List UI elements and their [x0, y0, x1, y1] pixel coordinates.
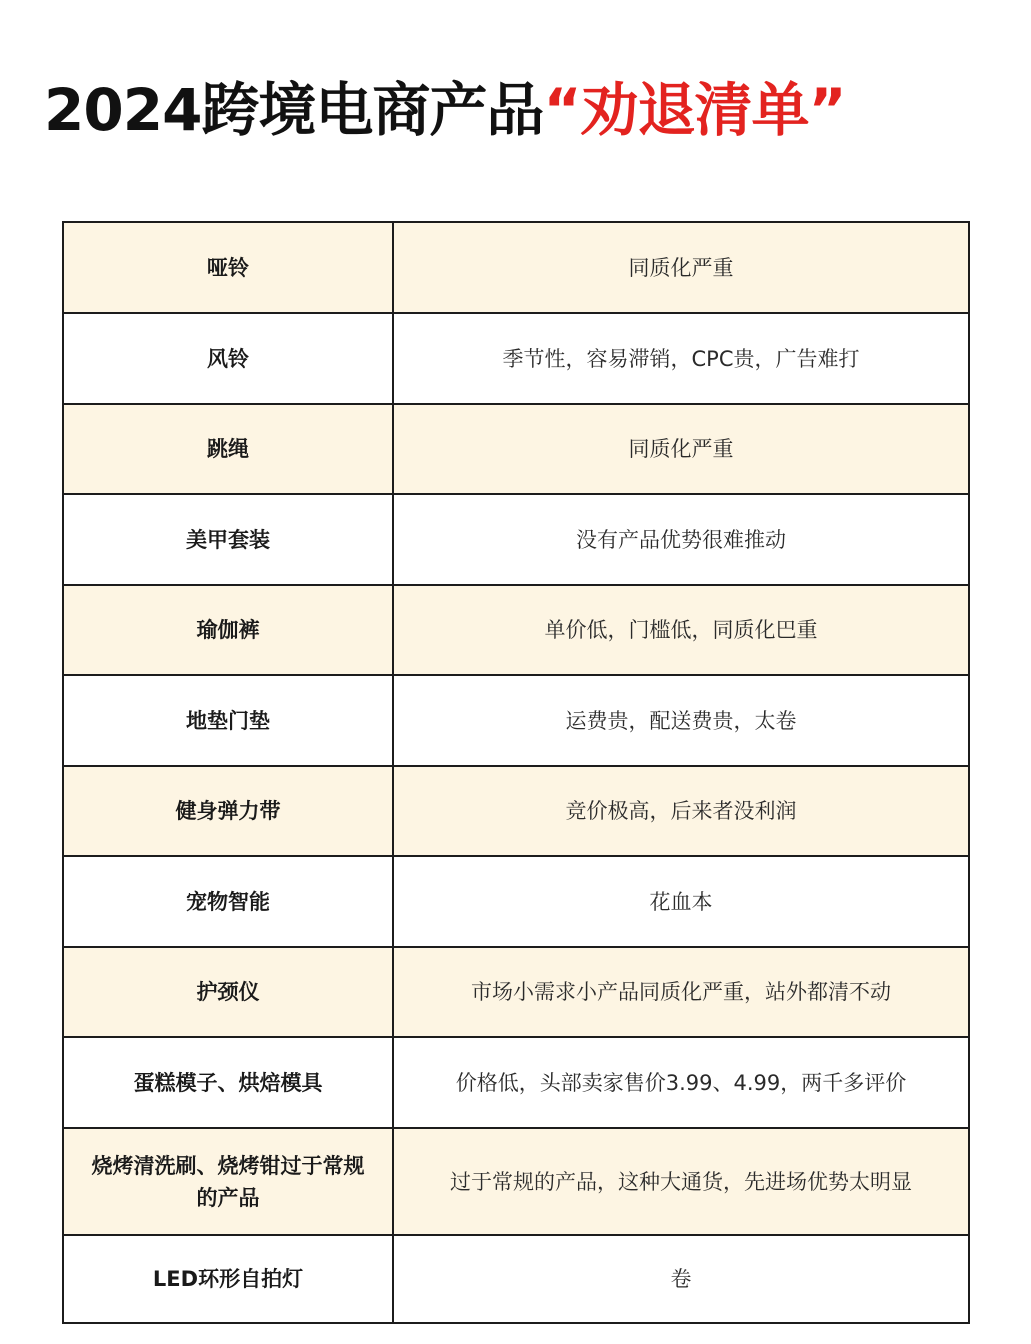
reason-cell: 卷: [670, 1267, 692, 1291]
reason-cell: 价格低，头部卖家售价3.99、4.99，两千多评价: [455, 1070, 907, 1095]
table-row: [64, 948, 968, 1038]
table-row: [64, 1038, 968, 1129]
product-name-cell: 蛋糕模子、烘焙模具: [64, 1038, 394, 1127]
reason-cell: 竞价极高，后来者没利润: [565, 799, 797, 823]
reason-cell: 没有产品优势很难推动: [576, 527, 786, 552]
table-row: [64, 223, 968, 314]
table-row: [64, 857, 968, 948]
reason-cell: 季节性，容易滞销，CPC贵，广告难打: [502, 346, 860, 371]
reason-cell: 过于常规的产品，这种大通货，先进场优势太明显: [450, 1169, 912, 1194]
table-row: [64, 586, 968, 676]
product-name-cell: 地垫门垫: [64, 676, 394, 765]
table-row: [64, 495, 968, 586]
page-title: [44, 70, 1004, 150]
table-row: [64, 314, 968, 405]
reason-cell: 单价低，门槛低，同质化巴重: [544, 618, 818, 642]
product-table: [62, 221, 970, 1324]
product-name-cell: 美甲套装: [64, 495, 394, 584]
table-row: [64, 405, 968, 495]
product-name-cell: 宠物智能: [64, 857, 394, 946]
product-name-cell: LED环形自拍灯: [64, 1236, 394, 1322]
product-name-cell: 哑铃: [64, 223, 394, 312]
reason-cell: 同质化严重: [628, 437, 734, 461]
reason-cell: 同质化严重: [628, 255, 734, 280]
reason-cell: 花血本: [649, 889, 713, 914]
product-name-cell: 风铃: [64, 314, 394, 403]
title-prefix: 2024跨境电商产品: [44, 76, 544, 144]
reason-cell: 市场小需求小产品同质化严重，站外都清不动: [471, 980, 891, 1004]
table-row: [64, 1236, 968, 1322]
product-name-cell: 护颈仪: [64, 948, 394, 1036]
product-name-cell: 瑜伽裤: [64, 586, 394, 674]
table-row: [64, 1129, 968, 1236]
reason-cell: 运费贵，配送费贵，太卷: [565, 708, 797, 733]
product-name-cell: 烧烤清洗刷、烧烤钳过于常规的产品: [64, 1129, 394, 1234]
product-name-cell: 健身弹力带: [64, 767, 394, 855]
table-row: [64, 676, 968, 767]
product-name-cell: 跳绳: [64, 405, 394, 493]
title-highlight: “劝退清单”: [543, 76, 846, 144]
table-row: [64, 767, 968, 857]
